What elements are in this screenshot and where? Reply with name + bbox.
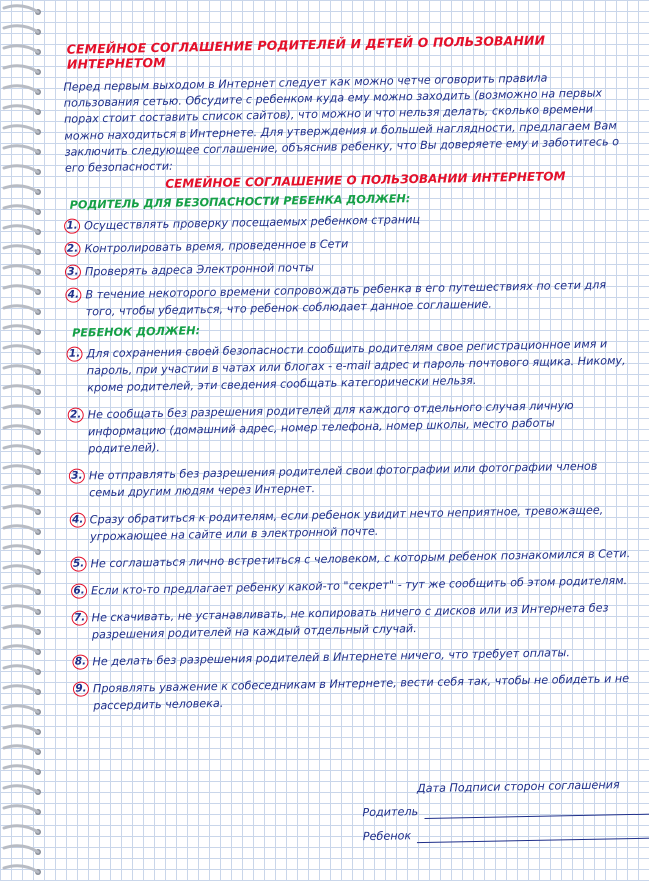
child-item bbox=[69, 457, 647, 502]
item-text: Сразу обратиться к родителям, если ребенок увидит нечто неприятное, тревожащее, угрожающее на сайте или в электронной почте. bbox=[89, 503, 604, 544]
child-signature-line[interactable] bbox=[417, 824, 649, 843]
spiral-ring bbox=[4, 306, 38, 312]
spiral-ring bbox=[4, 366, 38, 372]
item-number-badge: 8. bbox=[72, 655, 88, 670]
item-text: Если кто-то предлагает ребенку какой-то "секрет" - тут же сообщить об этом родителям. bbox=[90, 574, 628, 598]
spiral-ring bbox=[4, 866, 38, 872]
item-text: Контролировать время, проведенное в Сети bbox=[84, 237, 349, 256]
spiral-ring bbox=[4, 566, 38, 572]
spiral-ring bbox=[4, 806, 38, 812]
item-text: Не отправлять без разрешения родителей свои фотографии или фотографии членов семьи другим людям через Интернет. bbox=[88, 459, 598, 500]
spiral-ring bbox=[4, 586, 38, 592]
item-number-badge: 3. bbox=[69, 469, 85, 484]
child-section-heading: РЕБЕНОК ДОЛЖЕН: bbox=[72, 324, 201, 340]
spiral-ring bbox=[4, 106, 38, 112]
spiral-ring bbox=[4, 226, 38, 232]
spiral-ring bbox=[4, 426, 38, 432]
spiral-ring bbox=[4, 6, 38, 12]
spiral-ring bbox=[4, 606, 38, 612]
spiral-ring bbox=[4, 66, 38, 72]
spiral-ring bbox=[4, 846, 38, 852]
item-number-badge: 5. bbox=[70, 557, 86, 572]
item-number-badge: 7. bbox=[71, 611, 87, 626]
spiral-ring bbox=[4, 26, 38, 32]
item-number-badge: 4. bbox=[70, 513, 86, 528]
parent-item bbox=[65, 276, 643, 321]
child-item bbox=[70, 545, 647, 573]
spiral-ring bbox=[4, 786, 38, 792]
spiral-ring bbox=[4, 46, 38, 52]
signature-heading: Дата Подписи сторон соглашения bbox=[416, 778, 620, 796]
spiral-ring bbox=[4, 666, 38, 672]
child-list bbox=[58, 335, 649, 715]
spiral-ring bbox=[4, 686, 38, 692]
spiral-ring bbox=[4, 246, 38, 252]
item-text: Для сохранения своей безопасности сообщить родителям свое регистрационное имя и пароль, при участии в чатах или блогах - e-mail адрес и пароль почтового ящика. Никому, кроме родителей, эти сведения сообщать категорически нельзя. bbox=[86, 337, 626, 395]
spiral-ring bbox=[4, 146, 38, 152]
item-text: Не соглашаться лично встретиться с человеком, с которым ребенок познакомился в Сети. bbox=[90, 547, 631, 571]
spiral-ring bbox=[4, 726, 38, 732]
child-signature-row bbox=[363, 824, 649, 844]
item-text: Проявлять уважение к собеседникам в Интернете, вести себя так, чтобы не обидеть и не рассердить человека. bbox=[92, 672, 630, 713]
spiral-ring bbox=[4, 346, 38, 352]
item-text: Не сообщать без разрешения родителей для каждого отдельного случая личную информацию (домашний адрес, номер телефона, номер школы, место работы родителей). bbox=[87, 399, 574, 456]
child-item bbox=[68, 396, 646, 458]
spiral-ring bbox=[4, 646, 38, 652]
spiral-ring bbox=[4, 446, 38, 452]
notebook-spiral-binding bbox=[0, 0, 48, 881]
spiral-ring bbox=[4, 526, 38, 532]
agreement-subtitle: СЕМЕЙНОЕ СОГЛАШЕНИЕ О ПОЛЬЗОВАНИИ ИНТЕРНЕТОМ bbox=[165, 169, 566, 192]
item-text: Не делать без разрешения родителей в Интернете ничего, что требует оплаты. bbox=[92, 646, 571, 669]
spiral-ring bbox=[4, 546, 38, 552]
spiral-ring bbox=[4, 466, 38, 472]
spiral-ring bbox=[4, 506, 38, 512]
agreement-page bbox=[52, 3, 649, 844]
spiral-ring bbox=[4, 486, 38, 492]
child-item bbox=[72, 643, 649, 671]
spiral-ring bbox=[4, 706, 38, 712]
item-text: В течение некоторого времени сопровождать ребенка в его путешествиях по сети для того, чтобы убедиться, что ребенок соблюдает данное соглашение. bbox=[85, 278, 607, 319]
item-number-badge: 2. bbox=[68, 408, 84, 423]
spiral-ring bbox=[4, 166, 38, 172]
parent-section-heading: РОДИТЕЛЬ ДЛЯ БЕЗОПАСНОСТИ РЕБЕНКА ДОЛЖЕН: bbox=[69, 192, 411, 212]
signature-block bbox=[362, 777, 649, 844]
spiral-ring bbox=[4, 186, 38, 192]
child-item bbox=[66, 335, 644, 397]
parent-signature-label: Родитель bbox=[362, 805, 419, 820]
child-item bbox=[71, 572, 648, 600]
item-number-badge: 1. bbox=[64, 219, 80, 234]
item-number-badge: 9. bbox=[73, 682, 89, 697]
spiral-ring bbox=[4, 746, 38, 752]
child-item bbox=[73, 670, 649, 715]
spiral-ring bbox=[4, 766, 38, 772]
spiral-ring bbox=[4, 406, 38, 412]
item-text: Осуществлять проверку посещаемых ребенком страниц bbox=[83, 213, 421, 233]
spiral-ring bbox=[4, 286, 38, 292]
spiral-ring bbox=[4, 86, 38, 92]
child-item bbox=[70, 501, 648, 546]
parent-signature-line[interactable] bbox=[424, 800, 649, 819]
spiral-ring bbox=[4, 206, 38, 212]
item-text: Проверять адреса Электронной почты bbox=[84, 261, 315, 279]
spiral-ring bbox=[4, 326, 38, 332]
spiral-ring bbox=[4, 386, 38, 392]
child-signature-label: Ребенок bbox=[362, 829, 412, 844]
spiral-ring bbox=[4, 626, 38, 632]
spiral-ring bbox=[4, 126, 38, 132]
intro-paragraph: Перед первым выходом в Интернет следует как можно четче оговорить правила пользования сетью. Обсудите с ребенком куда ему можно заходить (возможно на первых порах стоит составить список сайтов), что можно и что нельзя делать, сколько времени можно находиться в Интернете. Для утверждения и большей наглядности, предлагаем Вам заключить следующее соглашение, объяснив ребенку, что Вы доверяете ему и заботитесь о его безопасности: bbox=[63, 71, 620, 175]
item-number-badge: 4. bbox=[65, 288, 81, 303]
item-number-badge: 6. bbox=[71, 584, 87, 599]
page-title: СЕМЕЙНОЕ СОГЛАШЕНИЕ РОДИТЕЛЕЙ И ДЕТЕЙ О ПОЛЬЗОВАНИИ ИНТЕРНЕТОМ bbox=[66, 32, 546, 72]
item-text: Не скачивать, не устанавливать, не копировать ничего с дисков или из Интернета без разрешения родителей на каждый отдельный случай. bbox=[91, 601, 609, 642]
item-number-badge: 1. bbox=[66, 347, 82, 362]
parent-signature-row bbox=[362, 800, 649, 820]
spiral-ring bbox=[4, 266, 38, 272]
item-number-badge: 2. bbox=[64, 242, 80, 257]
child-item bbox=[71, 599, 649, 644]
parent-list bbox=[56, 207, 643, 321]
item-number-badge: 3. bbox=[65, 265, 81, 280]
spiral-ring bbox=[4, 826, 38, 832]
